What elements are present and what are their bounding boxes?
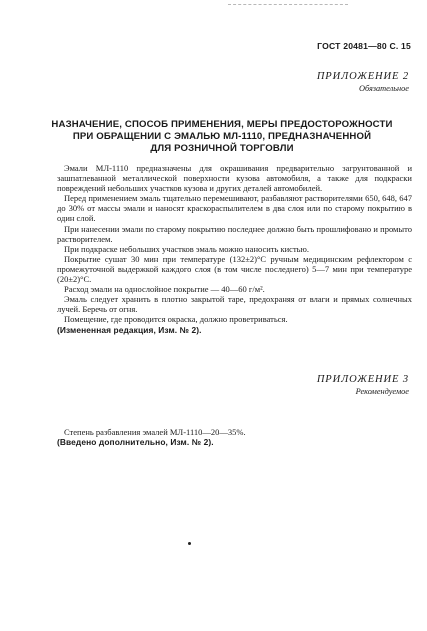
heading-line: ДЛЯ РОЗНИЧНОЙ ТОРГОВЛИ (150, 143, 294, 154)
appendix-3-label (317, 373, 409, 397)
paragraph: Помещение, где проводится окраска, должно проветриваться. (64, 314, 288, 325)
top-scan-line (228, 4, 348, 5)
addition-note: (Введено дополнительно, Изм. № 2). (57, 437, 214, 448)
page-dot (188, 542, 191, 545)
paragraph: Покрытие сушат 30 мин при температуре (132±2)°С ручным медицинским рефлектором с промежуточной выдержкой каждого слоя (в том числе последнего) 5—7 мин при температуре (20±2)°С. (57, 253, 412, 285)
paragraph: Эмали МЛ-1110 предназначены для окрашивания предварительно загрунтованной и зашпатлеванной металлической поверхности кузова автомобиля, а также для подкраски повреждений небольших участков кузова и других деталей автомобилей. (57, 163, 412, 194)
appendix-2-heading (34, 119, 410, 155)
edition-note: (Измененная редакция, Изм. № 2). (57, 324, 202, 335)
appendix-3-status: Рекомендуемое (355, 387, 409, 396)
appendix-3-body (57, 427, 412, 447)
appendix-2-label (317, 70, 409, 94)
appendix-2-body (57, 163, 412, 335)
heading-line: ПРИ ОБРАЩЕНИИ С ЭМАЛЬЮ МЛ-1110, ПРЕДНАЗНАЧЕННОЙ (72, 131, 372, 142)
paragraph: Эмаль следует хранить в плотно закрытой таре, предохраняя от влаги и прямых солнечных лучей. Беречь от огня. (57, 294, 412, 315)
paragraph: При нанесении эмали по старому покрытию последнее должно быть прошлифовано и промыто растворителем. (57, 223, 412, 244)
appendix-2-title: ПРИЛОЖЕНИЕ 2 (316, 71, 409, 82)
heading-line: НАЗНАЧЕНИЕ, СПОСОБ ПРИМЕНЕНИЯ, МЕРЫ ПРЕДОСТОРОЖНОСТИ (51, 119, 393, 130)
appendix-3-title: ПРИЛОЖЕНИЕ 3 (316, 374, 409, 385)
paragraph: Расход эмали на однослойное покрытие — 40—60 г/м². (64, 284, 265, 295)
paragraph: Перед применением эмаль тщательно перемешивают, разбавляют растворителями 650, 648, 647 до 30% от массы эмали и наносят краскораспылителем в два слоя или по старому покрытию в один слой. (57, 193, 412, 224)
appendix-2-status: Обязательное (358, 84, 409, 93)
paragraph: Степень разбавления эмалей МЛ-1110—20—35%. (64, 427, 246, 437)
paragraph: При подкраске небольших участков эмаль можно наносить кистью. (64, 243, 310, 254)
page-header: ГОСТ 20481—80 С. 15 (317, 41, 411, 51)
